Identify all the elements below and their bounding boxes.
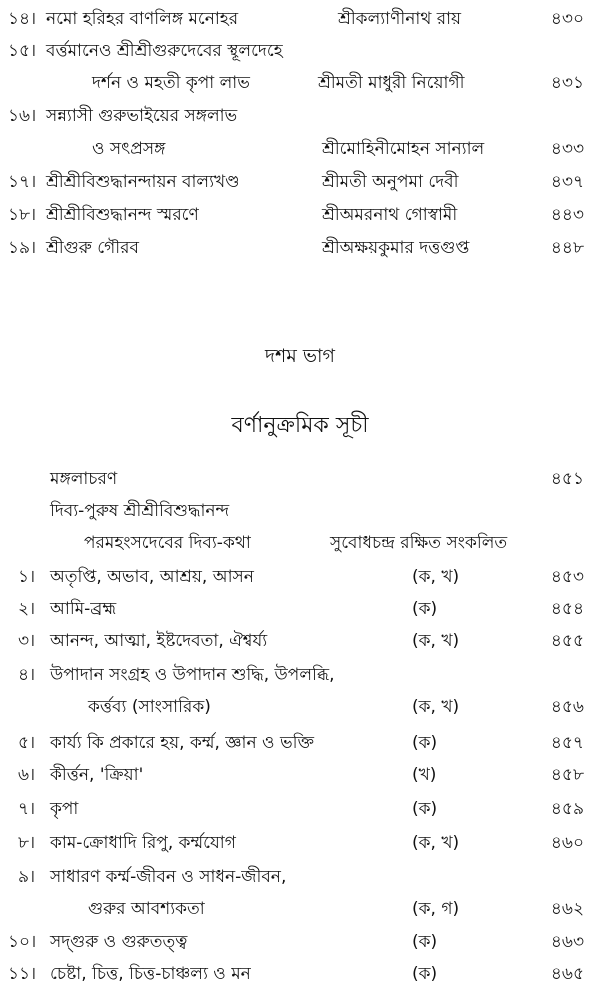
entry-title: সাধারণ কর্ম্ম-জীবন ও সাধন-জীবন, (50, 867, 287, 887)
entry-number: ১৫। (8, 41, 37, 61)
entry-page: ৪৪৮ (550, 238, 584, 258)
entry-title: শ্রীগুরু গৌরব (46, 238, 139, 258)
toc-entry (0, 464, 600, 494)
entry-page: ৪৬২ (550, 899, 584, 919)
part-marker: (ক, খ) (412, 697, 460, 717)
entry-number: ১৬। (8, 106, 37, 126)
toc-entry (0, 959, 600, 989)
toc-entry (0, 760, 600, 790)
entry-author: শ্রীমোহিনীমোহন সান্যাল (322, 139, 485, 159)
entry-title: কৃপা (50, 799, 79, 819)
entry-title: সন্ন্যাসী গুরুভাইয়ের সঙ্গলাভ (46, 106, 238, 126)
entry-title: অতৃপ্তি, অভাব, আশ্রয়, আসন (50, 567, 254, 587)
toc-entry-continuation (0, 68, 600, 98)
entry-title: আনন্দ, আত্মা, ইষ্টদেবতা, ঐশ্বর্য্য (50, 631, 268, 651)
entry-number: ২। (18, 599, 36, 619)
entry-page: ৪৩৩ (550, 139, 584, 159)
toc-entry (0, 927, 600, 957)
toc-entry (0, 36, 600, 66)
entry-title: গুরুর আবশ্যকতা (88, 899, 205, 919)
toc-entry (0, 626, 600, 656)
entry-number: ৪। (18, 665, 36, 685)
entry-title: সদ্গুরু ও গুরুতত্ত্ব (50, 932, 188, 952)
toc-entry (0, 728, 600, 758)
entry-author: শ্রীকল্যাণীনাথ রায় (338, 9, 462, 29)
entry-number: ৭। (18, 799, 36, 819)
divine-sayings-line: পরমহংসদেবের দিব্য-কথা (84, 533, 251, 553)
entry-title: উপাদান সংগ্রহ ও উপাদান শুদ্ধি, উপলব্ধি, (50, 665, 335, 685)
entry-number: ৮। (18, 833, 36, 853)
entry-page: ৪৫৬ (550, 697, 584, 717)
index-title: বর্ণানুক্রমিক সূচী (231, 413, 369, 438)
entry-page: ৪৫১ (550, 469, 584, 489)
entry-page: ৪৩১ (550, 73, 584, 93)
entry-title: কীর্ত্তন, 'ক্রিয়া' (50, 765, 144, 785)
toc-entry (0, 862, 600, 892)
entry-author: শ্রীমতী মাধুরী নিয়োগী (318, 73, 465, 93)
toc-entry (0, 233, 600, 263)
toc-entry (0, 828, 600, 858)
entry-title: শ্রীশ্রীবিশুদ্ধানন্দায়ন বাল্যখণ্ড (46, 172, 240, 192)
entry-title: কর্ত্তব্য (সাংসারিক) (88, 697, 211, 717)
entry-page: ৪৫৯ (550, 799, 584, 819)
toc-entry (0, 4, 600, 34)
toc-entry-continuation (0, 894, 600, 924)
toc-entry (0, 101, 600, 131)
toc-entry (0, 660, 600, 690)
entry-page: ৪৫৫ (550, 631, 584, 651)
entry-title: শ্রীশ্রীবিশুদ্ধানন্দ স্মরণে (46, 205, 199, 225)
part-marker: (ক, খ) (412, 631, 460, 651)
part-marker: (ক) (412, 799, 438, 819)
part-marker: (ক) (412, 932, 438, 952)
entry-number: ৯। (18, 867, 36, 887)
part-marker: (ক, খ) (412, 833, 460, 853)
section-line (0, 496, 600, 526)
divine-person-line: দিব্য-পুরুষ শ্রীশ্রীবিশুদ্ধানন্দ (50, 501, 230, 521)
entry-page: ৪৫৮ (550, 765, 584, 785)
entry-author: শ্রীঅমরনাথ গোস্বামী (322, 205, 458, 225)
entry-author: শ্রীমতী অনুপমা দেবী (322, 172, 459, 192)
toc-entry (0, 794, 600, 824)
entry-author: শ্রীঅক্ষয়কুমার দত্তগুপ্ত (322, 238, 470, 258)
part-marker: (খ) (412, 765, 437, 785)
section-line (0, 528, 600, 558)
entry-title: বর্ত্তমানেও শ্রীশ্রীগুরুদেবের স্থূলদেহে (46, 41, 283, 61)
entry-page: ৪৩০ (550, 9, 584, 29)
entry-number: ১৯। (8, 238, 37, 258)
entry-page: ৪৪৩ (550, 205, 584, 225)
entry-page: ৪৫৩ (550, 567, 584, 587)
entry-number: ৬। (18, 765, 36, 785)
part-marker: (ক) (412, 964, 438, 984)
part-marker: (ক) (412, 599, 438, 619)
entry-number: ১০। (8, 932, 37, 952)
entry-page: ৪৬৫ (550, 964, 584, 984)
entry-page: ৪৬০ (550, 833, 584, 853)
entry-page: ৪৬৩ (550, 932, 584, 952)
entry-title: চেষ্টা, চিত্ত, চিত্ত-চাঞ্চল্য ও মন (50, 964, 251, 984)
entry-number: ১৮। (8, 205, 37, 225)
part-marker: (ক) (412, 733, 438, 753)
entry-page: ৪৫৪ (550, 599, 584, 619)
toc-entry (0, 562, 600, 592)
part-marker: (ক, গ) (412, 899, 460, 919)
part-title: দশম ভাগ (265, 345, 335, 367)
entry-number: ১। (18, 567, 36, 587)
entry-number: ১৪। (8, 9, 37, 29)
entry-title: আমি-ব্রহ্ম (50, 599, 117, 619)
entry-number: ৩। (18, 631, 36, 651)
entry-number: ১১। (8, 964, 37, 984)
entry-title: দর্শন ও মহতী কৃপা লাভ (92, 73, 250, 93)
entry-page: ৪৫৭ (550, 733, 584, 753)
invocation-title: মঙ্গলাচরণ (50, 469, 118, 489)
toc-entry (0, 167, 600, 197)
toc-entry (0, 594, 600, 624)
entry-title: নমো হরিহর বাণলিঙ্গ মনোহর (46, 9, 239, 29)
entry-number: ১৭। (8, 172, 37, 192)
entry-title: ও সৎপ্রসঙ্গ (92, 139, 166, 159)
toc-entry-continuation (0, 692, 600, 722)
compiler-credit: সুবোধচন্দ্র রক্ষিত সংকলিত (330, 533, 508, 553)
entry-title: কাম-ক্রোধাদি রিপু, কর্ম্মযোগ (50, 833, 236, 853)
entry-page: ৪৩৭ (550, 172, 584, 192)
toc-entry (0, 200, 600, 230)
entry-number: ৫। (18, 733, 36, 753)
toc-entry-continuation (0, 134, 600, 164)
entry-title: কার্য্য কি প্রকারে হয়, কর্ম্ম, জ্ঞান ও ভক্তি (50, 733, 314, 753)
part-marker: (ক, খ) (412, 567, 460, 587)
